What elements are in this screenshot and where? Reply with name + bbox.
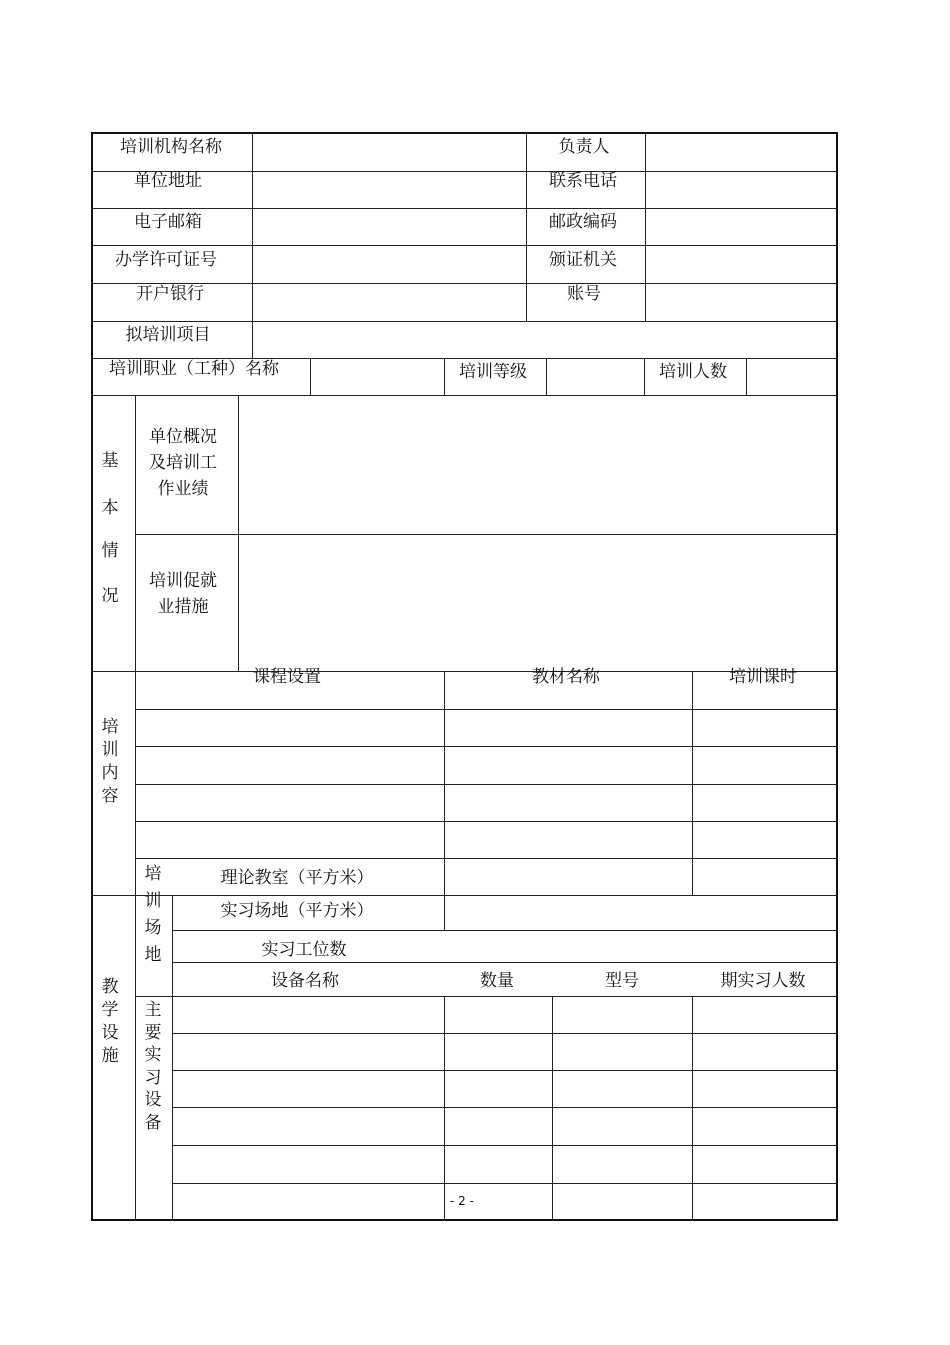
- column-line: [444, 358, 445, 395]
- column-line: [252, 132, 253, 358]
- row-line: [172, 1070, 838, 1071]
- row-line: [91, 208, 838, 209]
- column-line: [645, 132, 646, 321]
- row-line: [172, 1033, 838, 1034]
- column-line: [552, 996, 553, 1221]
- equipment-name-header: 设备名称: [271, 971, 339, 991]
- quantity-header: 数量: [480, 971, 514, 991]
- column-line: [746, 358, 747, 395]
- row-line: [172, 1107, 838, 1108]
- column-line: [644, 358, 645, 395]
- row-line: [172, 962, 838, 963]
- row-line: [172, 930, 838, 931]
- issuer-label: 颁证机关: [549, 250, 617, 270]
- row-line: [91, 171, 838, 172]
- hours-header: 培训课时: [729, 667, 797, 687]
- phone-label: 联系电话: [549, 171, 617, 191]
- leader-label: 负责人: [558, 137, 610, 157]
- row-line: [135, 784, 838, 785]
- row-line: [135, 534, 838, 535]
- license-number-label: 办学许可证号: [115, 250, 217, 270]
- row-line: [135, 996, 838, 997]
- column-line: [238, 395, 239, 671]
- column-line: [444, 996, 445, 1221]
- bank-label: 开户银行: [136, 284, 204, 304]
- basic-situation-label: 基 本 情 况: [101, 451, 119, 606]
- row-line: [91, 671, 838, 672]
- org-name-label: 培训机构名称: [120, 137, 222, 157]
- occupation-label: 培训职业（工种）名称: [109, 359, 279, 379]
- row-line: [135, 858, 838, 859]
- column-line: [310, 358, 311, 395]
- column-line: [444, 895, 445, 930]
- row-line: [135, 821, 838, 822]
- practice-site-label: 实习场地（平方米）: [220, 901, 374, 921]
- measures-label: 培训促就 业措施: [149, 571, 217, 617]
- project-label: 拟培训项目: [125, 325, 211, 345]
- column-line: [692, 671, 693, 895]
- level-label: 培训等级: [459, 362, 527, 382]
- row-line: [172, 1145, 838, 1146]
- row-line: [135, 709, 838, 710]
- column-line: [526, 132, 527, 321]
- column-line: [444, 671, 445, 895]
- trainees-label: 培训人数: [659, 362, 727, 382]
- training-content-label: 培 训 内 容: [101, 717, 119, 806]
- email-label: 电子邮箱: [134, 212, 202, 232]
- column-line: [172, 895, 173, 1221]
- capacity-header: 期实习人数: [720, 971, 806, 991]
- overview-label: 单位概况 及培训工 作业绩: [149, 427, 217, 499]
- row-line: [135, 746, 838, 747]
- row-line: [91, 321, 838, 322]
- page-number: - 2 -: [450, 1194, 474, 1208]
- training-site-label: 培 训 场 地: [144, 864, 162, 965]
- model-header: 型号: [605, 971, 639, 991]
- account-label: 账号: [567, 284, 601, 304]
- theory-room-label: 理论教室（平方米）: [220, 868, 374, 888]
- postcode-label: 邮政编码: [549, 212, 617, 232]
- stations-label: 实习工位数: [261, 940, 347, 960]
- row-line: [91, 245, 838, 246]
- column-line: [692, 996, 693, 1221]
- column-line: [546, 358, 547, 395]
- row-line: [91, 895, 838, 896]
- address-label: 单位地址: [134, 171, 202, 191]
- main-equipment-label: 主 要 实 习 设 备: [144, 1000, 162, 1133]
- teaching-facilities-label: 教 学 设 施: [101, 977, 119, 1066]
- course-header: 课程设置: [253, 667, 321, 687]
- textbook-header: 教材名称: [532, 667, 600, 687]
- column-line: [135, 395, 136, 1221]
- row-line: [172, 1183, 838, 1184]
- row-line: [91, 395, 838, 396]
